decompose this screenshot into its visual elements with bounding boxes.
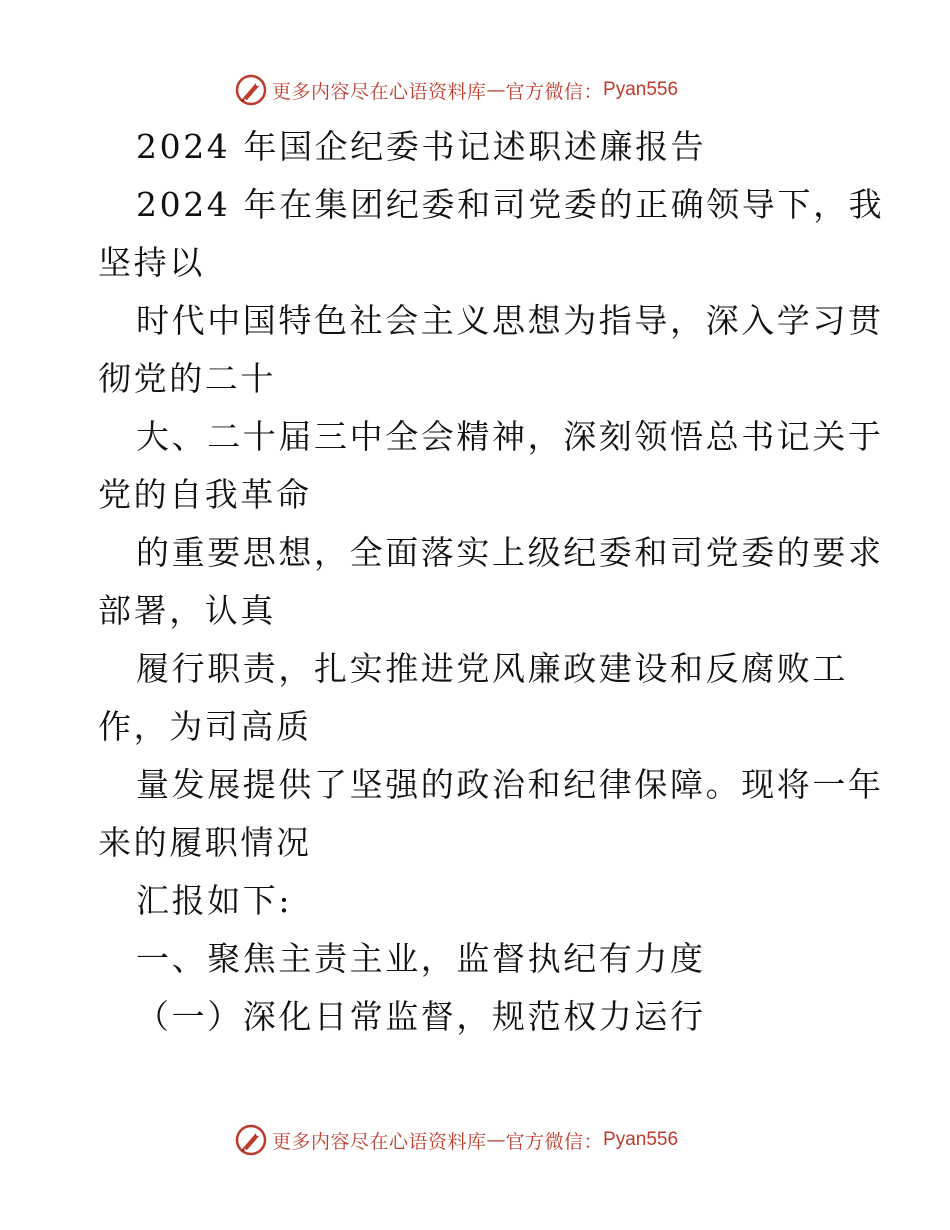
watermark-label: 官方微信： <box>505 1130 604 1153</box>
watermark-separator: — <box>486 79 506 101</box>
document-body <box>98 118 885 1046</box>
watermark-main-text: 更多内容尽在心语资料库 <box>272 1130 487 1153</box>
body-line: 时代中国特色社会主义思想为指导，深入学习贯 <box>136 301 884 340</box>
body-line: 的重要思想，全面落实上级纪委和司党委的要求 <box>136 533 884 572</box>
body-line: 坚持以 <box>98 243 205 282</box>
body-line: 量发展提供了坚强的政治和纪律保障。现将一年 <box>136 765 884 804</box>
body-line: 来的履职情况 <box>98 823 312 862</box>
watermark-label: 官方微信： <box>505 80 604 103</box>
watermark-id: Pyan556 <box>603 1129 679 1150</box>
section-heading: 一、聚焦主责主业，监督执纪有力度 <box>136 939 706 978</box>
watermark-header <box>234 72 678 108</box>
watermark-id: Pyan556 <box>603 79 679 100</box>
body-line: 2024 年在集团纪委和司党委的正确领导下，我 <box>136 185 885 224</box>
subsection-heading: （一）深化日常监督，规范权力运行 <box>136 997 706 1036</box>
document-title: 2024 年国企纪委书记述职述廉报告 <box>136 127 707 166</box>
body-line: 党的自我革命 <box>98 475 312 514</box>
watermark-main-text: 更多内容尽在心语资料库 <box>272 80 487 103</box>
body-line: 汇报如下: <box>136 881 293 920</box>
watermark-separator: — <box>486 1129 506 1151</box>
body-line: 大、二十届三中全会精神，深刻领悟总书记关于 <box>136 417 884 456</box>
body-line: 彻党的二十 <box>98 359 276 398</box>
watermark-footer <box>234 1122 678 1158</box>
pen-logo-icon <box>234 1123 268 1157</box>
body-line: 作，为司高质 <box>98 707 312 746</box>
pen-logo-icon <box>234 73 268 107</box>
body-line: 部署，认真 <box>98 591 276 630</box>
body-line: 履行职责，扎实推进党风廉政建设和反腐败工 <box>136 649 848 688</box>
